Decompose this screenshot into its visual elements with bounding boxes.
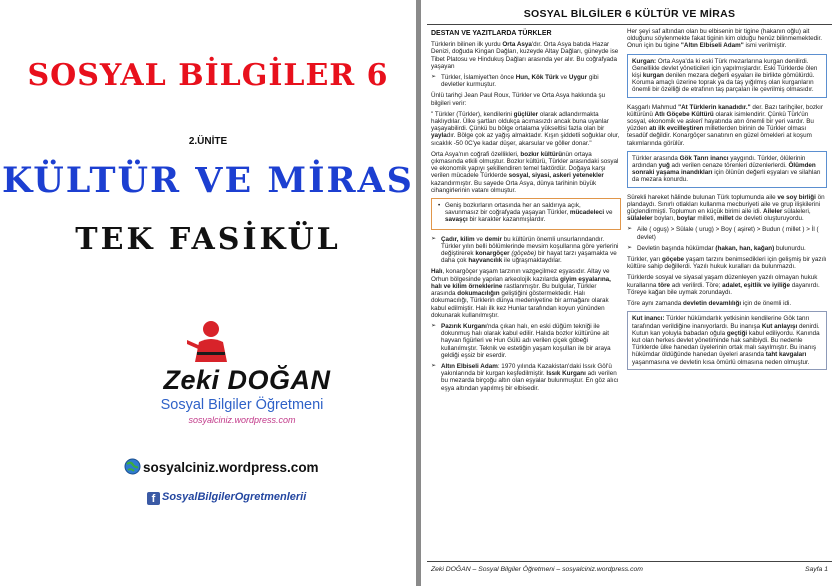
- paragraph: Sürekli hareket hâlinde bulunan Türk toplumunda aile ve soy birliği ön plandaydı. Sınırlı otlakları kullanma mecburiyeti aile ve grup ilişkilerini güçlendirmişti. Toplumun en küçük birimi aile idi. Aileler sülaleleri, sülaleler boyları, boylar milleti, millet de devleti oluşturuyordu.: [627, 193, 825, 223]
- cover-page: [0, 0, 416, 586]
- paragraph: Türkler, yarı göçebe yaşam tarzını benimsedikleri için gelişmiş bir yazılı kültüre sahip değillerdi. Yazılı hukuk kuralları da bulunmazdı.: [627, 256, 827, 271]
- paragraph: Ünlü tarihçi Jean Paul Roux, Türkler ve Orta Asya hakkında şu bilgileri verir:: [431, 92, 606, 107]
- paragraph: Türklerde sosyal ve siyasal yaşam düzenleyen yazılı olmayan hukuk kurallarına töre adı verilirdi. Töre; adalet, eşitlik ve iyiliğe dayanırdı. Töreye kağan bile uymak zorundaydı.: [627, 274, 820, 296]
- left-column: [431, 28, 621, 396]
- unit-label: 2.ÜNİTE: [188, 136, 228, 147]
- author-role: Sosyal Bilgiler Öğretmeni: [160, 397, 324, 413]
- info-box: Kurgan: Orta Asya'da ki eski Türk mezarlarına kurgan denilirdi. Genellikle devlet yöneticileri için yapılmışlardır. Eski Türklerde ölen kişi kurgan denilen mezara değerli eşyaları ile birlikte gömülürdü. Koruma amaçlı üzerine toprak ya da taş yığılmış olan kurganların önemli bir özelliği de etrafının taş parçaları ile çevrilmiş olmasıdır.: [627, 54, 827, 98]
- info-box: Türkler arasında Gök Tanrı inancı yaygındı. Türkler, ölülerinin ardından yuğ adı verilen cenaze törenleri düzenlerlerdi. Ölümden sonraki yaşama inandıkları için ölünün değerli eşyaları ve silahları da mezara konurdu.: [627, 151, 827, 188]
- quote: " Türkler (Türkler), kendilerini güçlüler olarak adlandırmakta haklıydılar. Ülke şartları oldukça acımasızdı ancak buna uyanlar yaşayabilirdi. Çünkü bu bölge ortalama yükseltisi fazla olan bir yayladır. Bölge çok az yağış almaktadır. Kışın şiddetli soğuklar olur, sıcaklık -50 0C'ye kadar düşer, akarsular ve göller donar.": [431, 110, 620, 147]
- bullet-item: ➢ Çadır, kilim ve demir bu kültürün önemli unsurlarındandır. Türkler yılın belli bölümlerinde mevsim koşullarına göre yerlerini değiştirerek konargöçer (göçebe) bir hayat tarzı yaşamakta ve daha çok hayvancılık ile uğraşmaktaydılar.: [431, 236, 621, 265]
- author-site[interactable]: sosyalciniz.wordpress.com: [188, 415, 296, 425]
- paragraph: Töre aynı zamanda devletin devamlılığı için de önemli idi.: [627, 300, 792, 308]
- cover-title: SOSYAL BİLGİLER 6: [27, 58, 389, 93]
- footer-credit: Zeki DOĞAN – Sosyal Bilgiler Öğretmeni – sosyalciniz.wordpress.com: [431, 566, 643, 573]
- page-header: SOSYAL BİLGİLER 6 KÜLTÜR VE MİRAS: [523, 8, 736, 20]
- globe-icon: [124, 458, 141, 475]
- facebook-link[interactable]: SosyalBilgilerOgretmenlerii: [162, 491, 307, 503]
- bullet-item: ➢ Aile ( oguş) > Sülale ( urug) > Boy ( aşiret) > Budun ( millet ) > İl ( devlet): [627, 226, 827, 240]
- bullet-item: ➢ Pazırık Kurganı'nda çıkan halı, en eski düğüm tekniği ile dokunmuş halı olarak kabul edilir. Halıda bozkır kültürüne ait hayvan figürleri ve Hun Gülü adı verilen çiçek göbeği kullanılmıştır. Teknik ve estetiğin yaşam koşulları ile bir araya geldiği eşsiz bir eserdir.: [431, 323, 621, 359]
- teacher-icon: [183, 318, 237, 368]
- right-column: [627, 28, 827, 376]
- paragraph: Orta Asya'nın coğrafi özellikleri, bozkır kültürünün ortaya çıkmasında etkili olmuştur. Bozkır kültürü, Türkler arasındaki sosyal ve ekonomik yapıyı şekillendiren temel faktördür. Doğaya karşı verilen mücadele Türklerde sosyal, siyasi, askeri yetenekler kazandırmıştır. Bu sayede Orta Asya, dünya tarihinin büyük cihangirlerinin vatanı olmuştur.: [431, 150, 619, 194]
- paragraph: Halı, konargöçer yaşam tarzının vazgeçilmez eşyasıdır. Altay ve Orhun bölgesinde yapılan arkeolojik kazılarda giyim eşyalarına, halı ve kilim örneklerine rastlanmıştır. Bu bulgular, Türkler arasında dokumacılığın geliştiğini göstermektedir. Halı dokumacılığı, Türklerin dünya medeniyetine bir armağanı olarak kabul edilmiştir. Halı ilk kez Hunlar tarafından koyun yününden dokunarak kullanılmıştır.: [431, 268, 611, 319]
- footer-divider: [427, 561, 832, 562]
- unit-title: KÜLTÜR VE MİRAS: [2, 160, 414, 201]
- info-box: • Geniş bozkırların ortasında her an saldırıya açık, savunmasız bir coğrafyada yaşayan Türkler, mücadeleci ve savaşçı bir karakter kazanmışlardır.: [431, 198, 621, 230]
- paragraph: Türklerin bilinen ilk yurdu Orta Asya'dır. Orta Asya batıda Hazar Denizi, doğuda Kingan Dağları, kuzeyde Altay Dağları, güneyde ise Tibet Platosu ve Hindukuş Dağları arasında yer alır. Bu coğrafyada yaşayan: [431, 41, 619, 70]
- info-box: Kut inancı: Türkler hükümdarlık yetkisinin kendilerine Gök tanrı tarafından verildiğine inanıyorlardı. Bu inanışa Kut anlayışı denirdi. Kutun kan yoluyla babadan oğula geçtiği kabul ediliyordu. Kanında kut olan herkes devlet yönetiminde hak sahibiydi. Bu nedenle Türklerde ülke hanedan üyelerinin ortak malı sayılmıştır. Bu inanış hükümdar öldüğünde hanedan üyeleri arasında taht kavgaları yaşanmasına ve devletin kısa ömürlü olmasına neden olmuştur.: [627, 311, 827, 369]
- content-page: [421, 0, 838, 586]
- website-link[interactable]: sosyalciniz.wordpress.com: [143, 460, 319, 475]
- section-heading: DESTAN VE YAZITLARDA TÜRKLER: [431, 30, 552, 37]
- bullet-item: ➢ Altın Elbiseli Adam: 1970 yılında Kazakistan'daki Issık Göl'ü yakınlarında bir kurgan keşfedilmiştir. Issık Kurganı adı verilen bu mezarda birçoğu altın olan eşyalar bulunmuştur. En göz alıcı eşya altından yapılmış bir elbisedir.: [431, 363, 621, 392]
- cover-subtitle: TEK FASİKÜL: [75, 222, 341, 257]
- bullet-item: ➢ Devletin başında hükümdar (hakan, han, kağan) bulunurdu.: [627, 245, 827, 252]
- bullet-item: ➢ Türkler, İslamiyet'ten önce Hun, Kök Türk ve Uygur gibi devletler kurmuştur.: [431, 74, 621, 88]
- paragraph: Her şeyi saf altından olan bu elbisenin bir tigine (hakanın oğlu) ait olduğunu söylenmekte fakat tiginin kim olduğu henüz bilinmemektedir. Onun için bu tigine "Altın Elbiseli Adam" ismi verilmiştir.: [627, 28, 822, 50]
- header-divider: [427, 24, 832, 25]
- page-number: Sayfa 1: [804, 566, 828, 573]
- author-name: Zeki DOĞAN: [163, 365, 331, 395]
- facebook-icon: f: [147, 492, 160, 505]
- paragraph: Kaşgarlı Mahmud "At Türklerin kanadıdır." der. Bazı tarihçiler, bozkır kültürünü Atlı Göçebe Kültürü olarak isimlendirir. Çünkü Türk'ün sosyal, ekonomik ve askerî hayatında atın önemli bir yeri vardır. Bu yüzden atı ilk evcilleştiren milletlerden birinin de Türkler olması tesadüf değildir. Konargöçer sanatının en güzel örnekleri at koşum takımlarında görülür.: [627, 103, 824, 147]
